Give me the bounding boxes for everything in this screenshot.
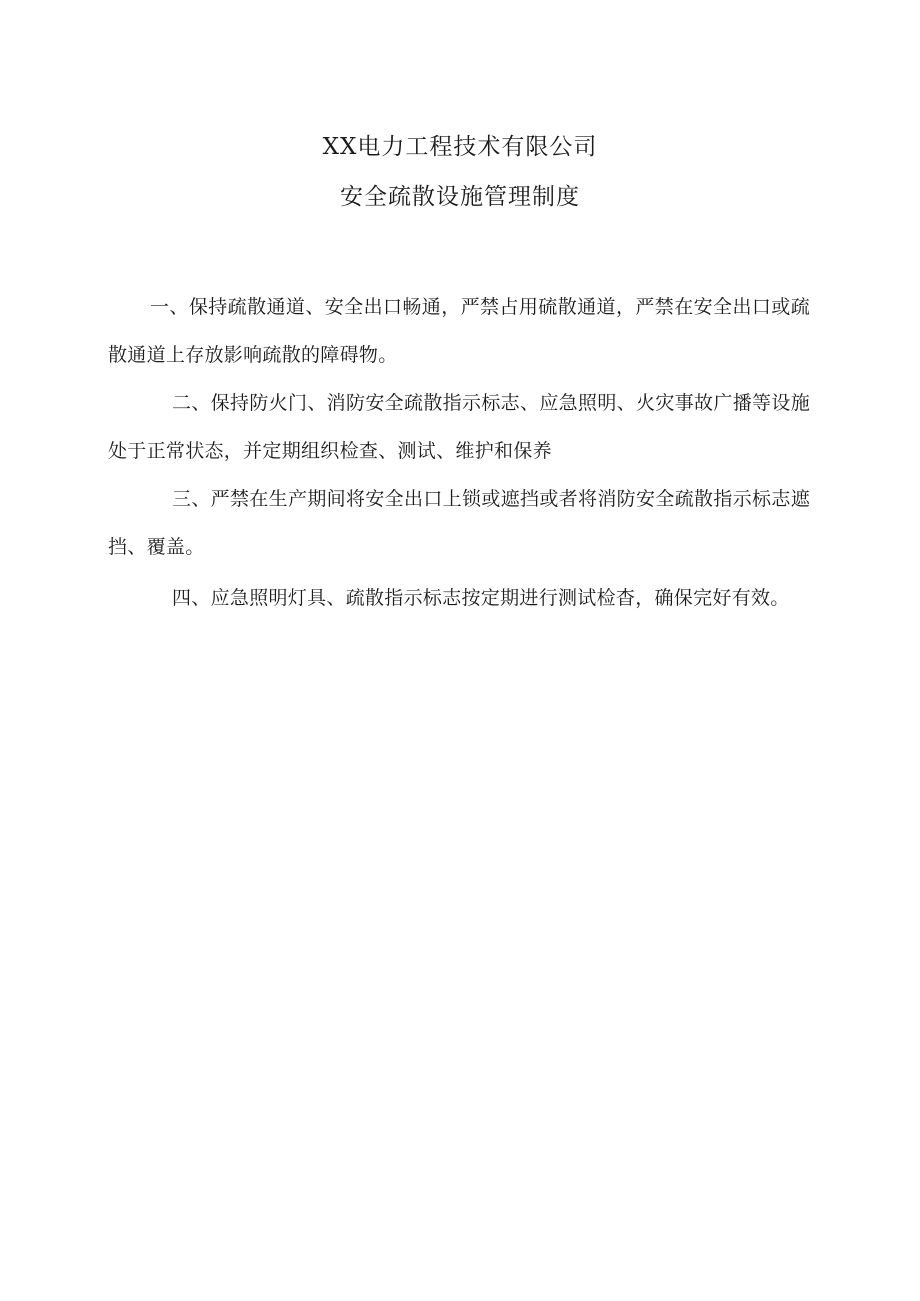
paragraph-2: 二、保持防火门、消防安全疏散指示标志、应急照明、火灾事故广播等设施处于正常状态，并定期组织检查、测试、维护和保养 [108,392,810,462]
paragraph-1: 一、保持疏散通道、安全出口畅通，严禁占用硫散通道，严禁在安全出口或疏散通道上存放影响疏散的障碍物。 [108,296,810,366]
paragraph-4: 四、应急照明灯具、疏散指示标志按定期进行测试检杳，确保完好有效。 [172,587,790,609]
paragraph-3: 三、严禁在生产期间将安全出口上锁或遮挡或者将消防安全疏散指示标志遮挡、覆盖。 [108,488,810,558]
document-title: 安全疏散设施管理制度 [340,184,580,210]
company-title: XX电力工程技术有限公司 [322,134,598,160]
